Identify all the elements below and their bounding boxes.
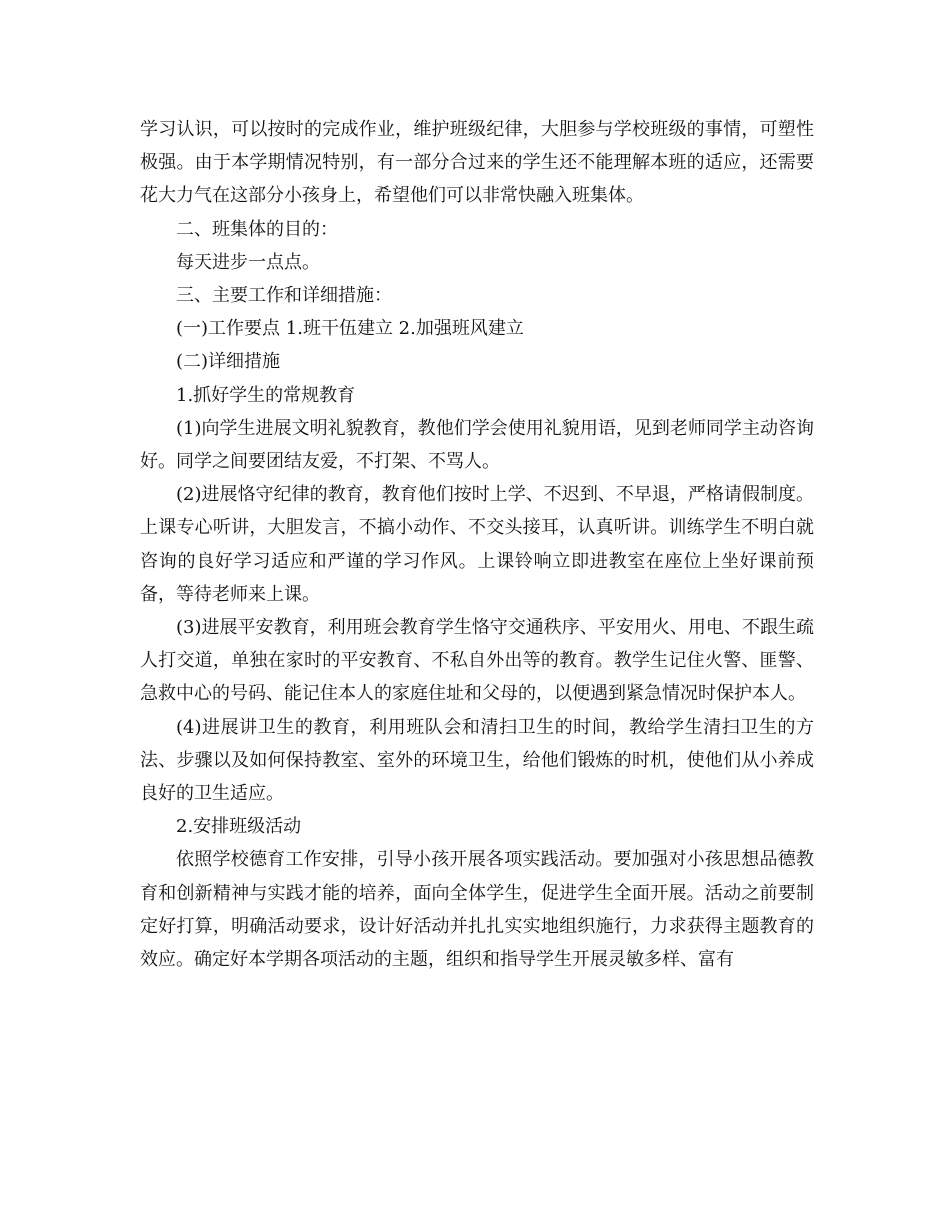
- paragraph-item-3: (3)进展平安教育，利用班会教育学生恪守交通秩序、平安用火、用电、不跟生疏人打交道，单独在家时的平安教育、不私自外出等的教育。教学生记住火警、匪警、急救中心的号码、能记住本人的家庭住址和父母的，以便遇到紧急情况时保护本人。: [140, 617, 814, 705]
- paragraph-item-1: (1)向学生进展文明礼貌教育，教他们学会使用礼貌用语，见到老师同学主动咨询好。同学之间要团结友爱，不打架、不骂人。: [140, 417, 814, 473]
- document-body: [140, 113, 814, 976]
- paragraph-continuation: 学习认识，可以按时的完成作业，维护班级纪律，大胆参与学校班级的事情，可塑性极强。由于本学期情况特别，有一部分合过来的学生还不能理解本班的适应，还需要花大力气在这部分小孩身上，希望他们可以非常快融入班集体。: [140, 119, 814, 207]
- heading-class-activities: 2.安排班级活动: [176, 816, 302, 838]
- heading-main-work: 三、主要工作和详细措施：: [176, 285, 392, 307]
- heading-detailed-measures: (二)详细措施: [176, 351, 281, 373]
- paragraph-item-2: (2)进展恪守纪律的教育，教育他们按时上学、不迟到、不早退，严格请假制度。上课专心听讲，大胆发言，不搞小动作、不交头接耳，认真听讲。训练学生不明白就咨询的良好学习适应和严谨的学习作风。上课铃响立即进教室在座位上坐好课前预备，等待老师来上课。: [140, 484, 814, 605]
- paragraph-activities: 依照学校德育工作安排，引导小孩开展各项实践活动。要加强对小孩思想品德教育和创新精神与实践才能的培养，面向全体学生，促进学生全面开展。活动之前要制定好打算，明确活动要求，设计好活动并扎扎实实地组织施行，力求获得主题教育的效应。确定好本学期各项活动的主题，组织和指导学生开展灵敏多样、富有: [140, 849, 814, 971]
- paragraph-work-points: (一)工作要点 1.班干伍建立 2.加强班风建立: [176, 318, 524, 340]
- heading-class-goal: 二、班集体的目的：: [176, 218, 338, 240]
- heading-routine-education: 1.抓好学生的常规教育: [176, 384, 356, 406]
- paragraph-goal: 每天进步一点点。: [176, 251, 320, 273]
- paragraph-item-4: (4)进展讲卫生的教育，利用班队会和清扫卫生的时间，教给学生清扫卫生的方法、步骤以及如何保持教室、室外的环境卫生，给他们锻炼的时机，使他们从小养成良好的卫生适应。: [140, 716, 814, 805]
